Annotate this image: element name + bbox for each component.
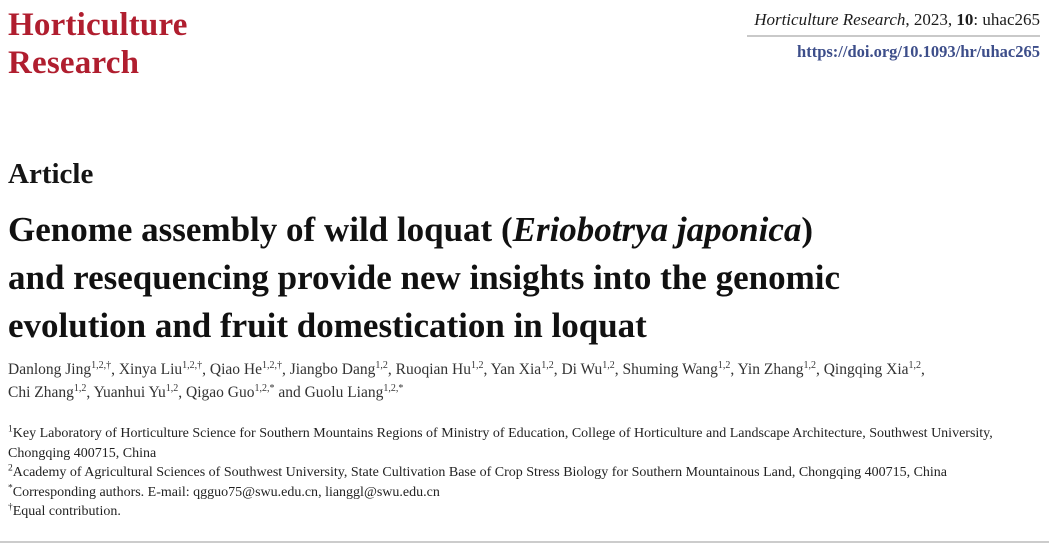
affiliation-1-sup: 1 bbox=[8, 424, 13, 435]
author-name: Ruoqian Hu$^{1,2}$ bbox=[395, 359, 484, 378]
author-affil-sup: 1,2,* bbox=[383, 382, 404, 394]
author-affil-sup: 1,2,* bbox=[254, 382, 275, 394]
author-name: Chi Zhang$^{1,2}$ bbox=[8, 382, 87, 401]
author-affil-sup: 1,2 bbox=[908, 359, 922, 371]
journal-logo-line1: Horticulture bbox=[8, 7, 188, 43]
title-line-2: and resequencing provide new insights into the genomic bbox=[8, 258, 840, 297]
author-affil-sup: 1,2 bbox=[73, 382, 87, 394]
affiliation-1: $^1$Key Laboratory of Horticulture Science for Southern Mountains Regions of Ministry of Education, College of Horticulture and Landscape Architecture, Southwest University, Chongqing 400715, China bbox=[8, 424, 993, 461]
article-title bbox=[8, 206, 840, 350]
author-name: Yan Xia$^{1,2}$ bbox=[490, 359, 554, 378]
author-name: Di Wu$^{1,2}$ bbox=[561, 359, 615, 378]
equal-contribution-sup: † bbox=[8, 502, 13, 513]
title-species-italic: Eriobotrya japonica bbox=[512, 210, 802, 249]
author-line-1: Danlong Jing$^{1,2,\dagger}$, Xinya Liu$^{1,2,\dagger}$, Qiao $He^{1,2,\dagger}$, Jiangbo Dang$^{1,2}$, Ruoqian Hu$^{1,2}$, Yan Xia$^{1,2}$, Di Wu$^{1,2}$, Shuming Wang$^{1,2}$, Yin Zhang$^{1,2}$, Qingqing Xia$^{1,2}$, bbox=[8, 359, 925, 378]
author-affil-sup: 1,2,† bbox=[182, 359, 203, 371]
author-name: Danlong Jing$^{1,2,\dagger}$ bbox=[8, 359, 112, 378]
affiliation-2-sup: 2 bbox=[8, 463, 13, 474]
author-name: Yin Zhang$^{1,2}$ bbox=[737, 359, 816, 378]
author-affil-sup: 1,2,† bbox=[261, 359, 282, 371]
author-affil-sup: 1,2 bbox=[470, 359, 484, 371]
citation-volume: 10 bbox=[956, 10, 974, 29]
title-line-1: Genome assembly of wild loquat (Eriobotrya japonica) bbox=[8, 210, 814, 249]
affiliation-2: $^2$Academy of Agricultural Sciences of Southwest University, State Cultivation Base of Crop Stress Biology for Southern Mountainous Land, Chongqing 400715, China bbox=[8, 463, 948, 480]
article-type-label: Article bbox=[8, 158, 94, 190]
author-affil-sup: 1,2 bbox=[541, 359, 554, 371]
corresponding-email-2[interactable]: lianggl@swu.edu.cn bbox=[325, 484, 440, 500]
author-name: Shuming Wang$^{1,2}$ bbox=[622, 359, 731, 378]
citation-journal: Horticulture Research bbox=[754, 10, 906, 29]
author-name: Qiao $He^{1,2,\dagger}$ bbox=[209, 359, 282, 378]
citation-line bbox=[747, 10, 1040, 30]
affiliations-block bbox=[8, 424, 1044, 522]
author-list bbox=[8, 358, 1044, 404]
doi-link[interactable]: https://doi.org/10.1093/hr/uhac265 bbox=[797, 42, 1040, 61]
author-name: Qigao Guo$^{1,2,*}$ bbox=[186, 382, 275, 401]
title-line-3: evolution and fruit domestication in loquat bbox=[8, 306, 647, 345]
corresponding-note-sup: * bbox=[8, 482, 13, 493]
equal-contribution-note: †Equal contribution. bbox=[8, 502, 121, 519]
corresponding-email-1[interactable]: qgguo75@swu.edu.cn bbox=[193, 484, 319, 500]
corresponding-note: *Corresponding authors. E-mail: qgguo75@swu.edu.cn, lianggl@swu.edu.cn bbox=[8, 482, 440, 500]
author-name: Yuanhui Yu$^{1,2}$ bbox=[93, 382, 179, 401]
citation-suffix: : uhac265 bbox=[973, 10, 1040, 29]
author-affil-sup: 1,2 bbox=[717, 359, 731, 371]
header-citation-block bbox=[747, 10, 1040, 62]
author-name: Guolu Liang$^{1,2,*}$ bbox=[304, 382, 404, 401]
citation-mid: , 2023, bbox=[905, 10, 957, 29]
header-rule bbox=[747, 35, 1040, 37]
author-affil-sup: 1,2 bbox=[375, 359, 388, 371]
journal-logo[interactable] bbox=[8, 6, 188, 82]
author-name: Jiangbo Dang$^{1,2}$ bbox=[289, 359, 388, 378]
author-line-2: Chi Zhang$^{1,2}$, Yuanhui Yu$^{1,2}$, Qigao Guo$^{1,2,*}$ and Guolu Liang$^{1,2,*}$ bbox=[8, 382, 404, 401]
author-name: Xinya Liu$^{1,2,\dagger}$ bbox=[118, 359, 203, 378]
author-affil-sup: 1,2 bbox=[803, 359, 816, 371]
author-affil-sup: 1,2 bbox=[165, 382, 179, 394]
journal-logo-line2: Research bbox=[8, 45, 140, 81]
author-affil-sup: 1,2 bbox=[602, 359, 615, 371]
author-affil-sup: 1,2,† bbox=[91, 359, 112, 371]
author-name: Qingqing Xia$^{1,2}$ bbox=[823, 359, 922, 378]
